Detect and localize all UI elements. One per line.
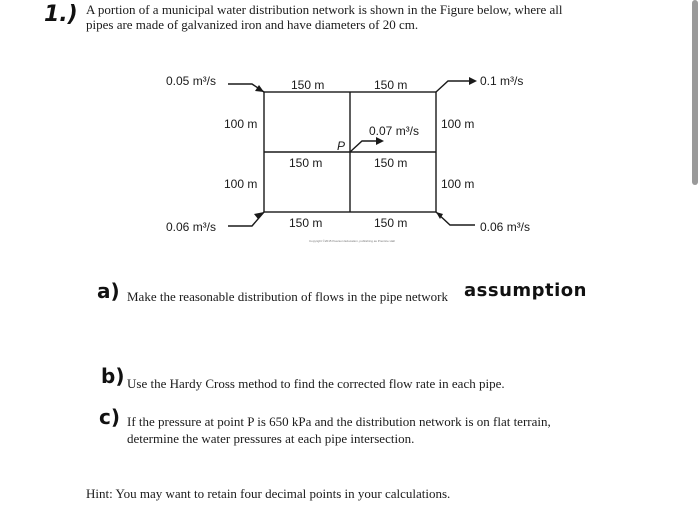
flow-label-top-left: 0.05 m³/s bbox=[166, 74, 217, 88]
length-left-lower: 100 m bbox=[224, 177, 258, 191]
flow-label-top-right: 0.1 m³/s bbox=[480, 74, 524, 88]
intro-line-2: pipes are made of galvanized iron and have diameters of 20 cm. bbox=[86, 17, 419, 32]
point-p-label: P bbox=[337, 139, 346, 153]
part-a-text: Make the reasonable distribution of flows in the pipe network bbox=[127, 289, 448, 304]
length-top-left: 150 m bbox=[291, 78, 325, 92]
length-bottom-right: 150 m bbox=[374, 216, 408, 230]
part-c-text-line-1: If the pressure at point P is 650 kPa and the distribution network is on flat terrain, bbox=[127, 414, 551, 429]
flow-label-bottom-right: 0.06 m³/s bbox=[480, 220, 531, 234]
arrowhead-outflow-top-right bbox=[469, 77, 477, 85]
length-mid-left: 150 m bbox=[289, 156, 323, 170]
flow-label-center: 0.07 m³/s bbox=[369, 124, 420, 138]
length-left-upper: 100 m bbox=[224, 117, 258, 131]
part-b-mark: b) bbox=[101, 364, 125, 388]
figure-copyright: Copyright ©2015 Pearson Education, publishing as Prentice Hall bbox=[309, 239, 395, 243]
length-bottom-left: 150 m bbox=[289, 216, 323, 230]
intro-line-1: A portion of a municipal water distribution network is shown in the Figure below, where all bbox=[86, 2, 563, 17]
length-right-lower: 100 m bbox=[441, 177, 475, 191]
part-c-mark: c) bbox=[99, 405, 120, 429]
problem-number: 1.) bbox=[44, 2, 78, 27]
hint-text: Hint: You may want to retain four decimal points in your calculations. bbox=[86, 486, 451, 501]
center-flow-line bbox=[350, 141, 376, 152]
arrowhead-center-flow bbox=[376, 137, 384, 145]
flow-label-bottom-left: 0.06 m³/s bbox=[166, 220, 217, 234]
part-b-text: Use the Hardy Cross method to find the corrected flow rate in each pipe. bbox=[127, 376, 505, 391]
part-a-handwritten-note: assumption bbox=[464, 280, 587, 301]
part-c-text-line-2: determine the water pressures at each pipe intersection. bbox=[127, 431, 415, 446]
length-mid-right: 150 m bbox=[374, 156, 408, 170]
arrowhead-inflow-top-left bbox=[255, 85, 264, 92]
length-right-upper: 100 m bbox=[441, 117, 475, 131]
length-top-right: 150 m bbox=[374, 78, 408, 92]
part-a-mark: a) bbox=[97, 279, 120, 303]
outflow-top-right-line bbox=[436, 81, 470, 92]
